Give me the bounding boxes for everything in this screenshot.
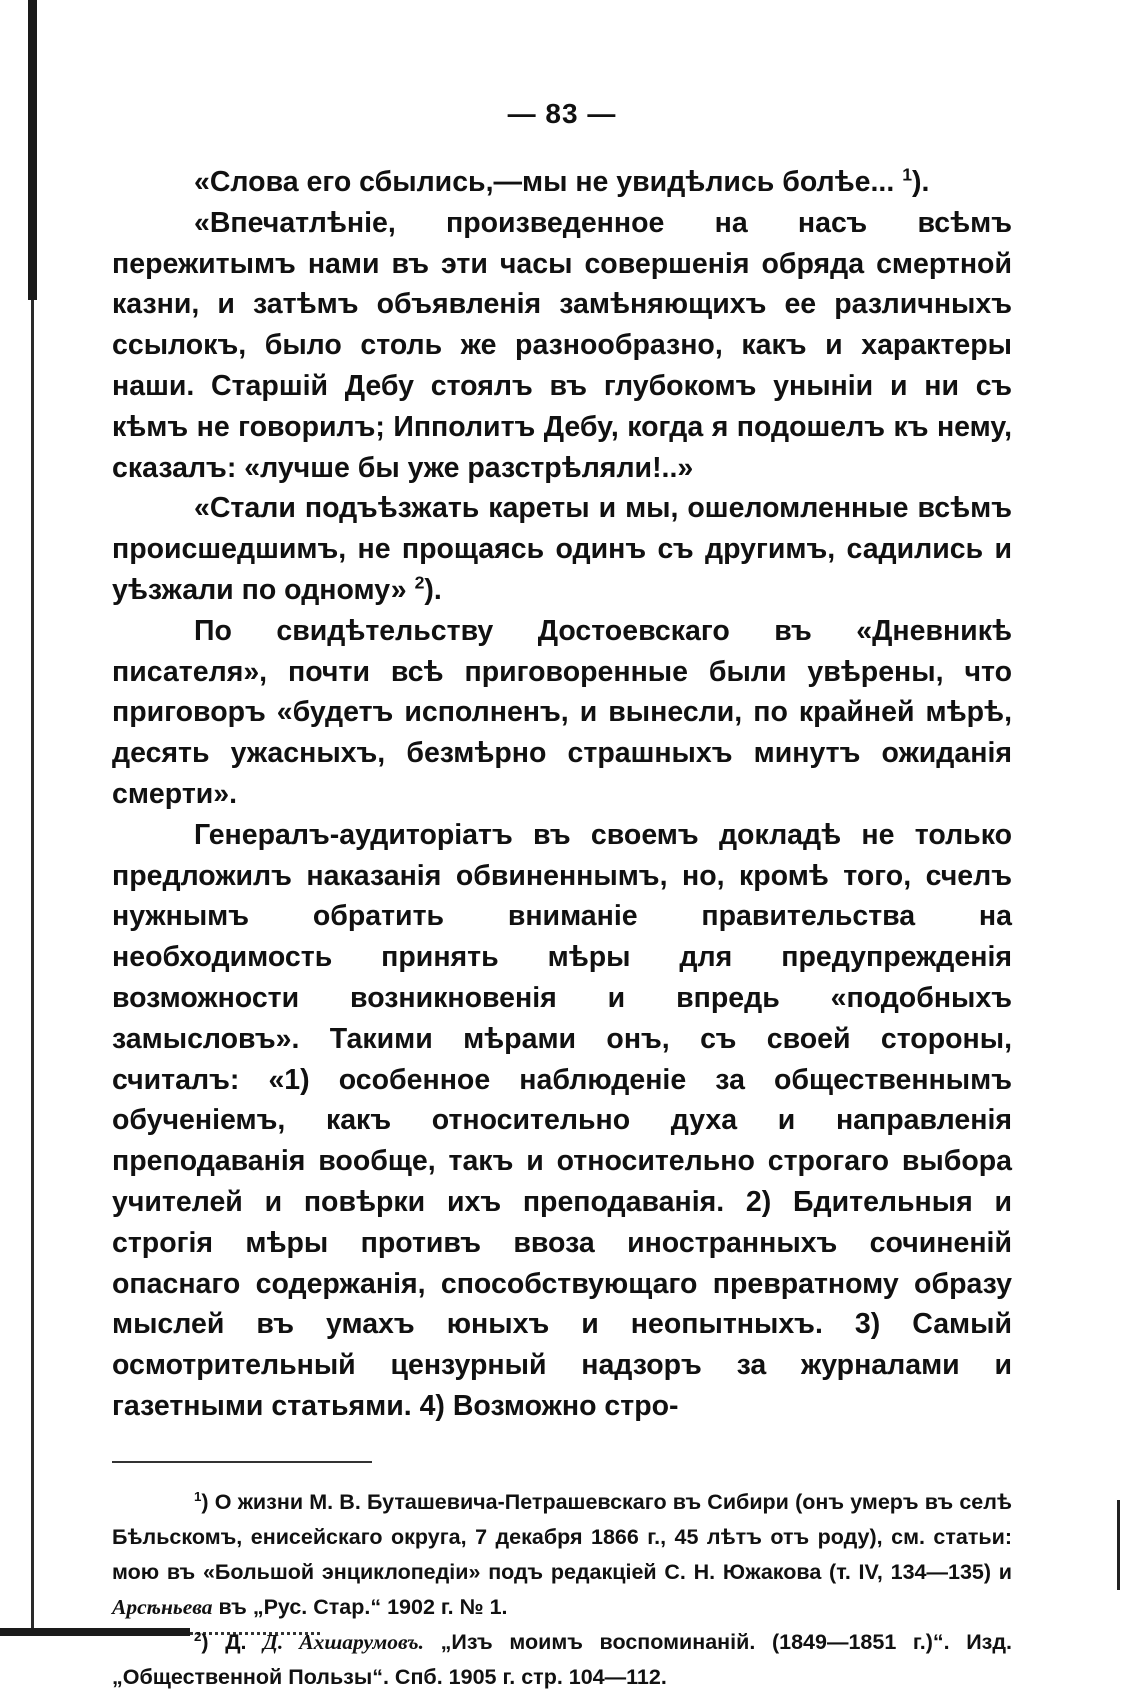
footnote-1-marker: 1	[194, 1488, 202, 1504]
footnote-1-source: въ „Рус. Стар.“ 1902 г. № 1.	[218, 1594, 508, 1619]
footnote-2	[112, 1625, 1012, 1695]
footnote-ref-2: 2	[414, 572, 425, 593]
footnote-divider	[112, 1461, 372, 1463]
paragraph-2: «Впечатлѣніе, произведенное на насъ всѣмъ пережитымъ нами въ эти часы совершенія обряда смертной казни, и затѣмъ объявленія замѣняющихъ ее различныхъ ссылокъ, было столь же разнообразно, какъ и характеры наши. Старшій Дебу стоялъ въ глубокомъ уныніи и ни съ кѣмъ не говорилъ; Ипполитъ Дебу, когда я подошелъ къ нему, сказалъ: «лучше бы уже разстрѣляли!..»	[112, 206, 1012, 484]
paragraph-4: По свидѣтельству Достоевскаго въ «Дневникѣ писателя», почти всѣ приговоренные были увѣрены, что приговоръ «будетъ исполненъ, и вынесли, по крайней мѣрѣ, десять ужасныхъ, безмѣрно страшныхъ минутъ ожиданія смерти».	[112, 614, 1012, 810]
scan-right-edge-mark	[1117, 1500, 1120, 1590]
page-number: — 83 —	[507, 98, 617, 129]
footnote-ref-1-tail: ).	[912, 166, 930, 198]
footnote-2-source: „Изъ моимъ воспоминаній. (1849—1851 г.)“. Изд. „Общественной Пользы“. Спб. 1905 г. стр. 104—112.	[112, 1629, 1012, 1689]
body-text	[112, 162, 1012, 1427]
scan-left-edge-line	[31, 300, 34, 1630]
scan-left-edge-shadow	[28, 0, 37, 300]
footnote-2-text: ) Д.	[201, 1629, 247, 1654]
paragraph-1-text: «Слова его сбылись,—мы не увидѣлись болѣе...	[194, 166, 895, 198]
footnotes	[112, 1485, 1012, 1695]
paragraph-1	[112, 162, 1012, 203]
paragraph-5: Генералъ-аудиторіатъ въ своемъ докладѣ не только предложилъ наказанія обвиненнымъ, но, кромѣ того, счелъ нужнымъ обратить вниманіе правительства на необходимость принять мѣры для предупрежденія возможности возникновенія и впредь «подобныхъ замысловъ». Такими мѣрами онъ, съ своей стороны, считалъ: «1) особенное наблюденіе за общественнымъ обученіемъ, какъ относительно духа и направленія преподаванія вообще, такъ и относительно строгаго выбора учителей и повѣрки ихъ преподаванія. 2) Бдительныя и строгія мѣры противъ ввоза иностранныхъ сочиненій опаснаго содержанія, способствующаго превратному образу мыслей въ умахъ юныхъ и неопытныхъ. 3) Самый осмотрительный цензурный надзоръ за журналами и газетными статьями. 4) Возможно стро-	[112, 818, 1012, 1422]
footnote-1-author: Арсѣньева	[112, 1594, 213, 1619]
book-page	[112, 98, 1012, 1695]
footnote-2-marker: 2	[194, 1628, 202, 1644]
footnote-1	[112, 1485, 1012, 1625]
footnote-1-text: ) О жизни М. В. Буташевича-Петрашевскаго въ Сибири (онъ умеръ въ селѣ Бѣльскомъ, енисейскаго округа, 7 декабря 1866 г., 45 лѣтъ отъ роду), см. статьи: мою въ «Большой энциклопедіи» подъ редакціей С. Н. Южакова (т. IV, 134—135) и	[112, 1489, 1012, 1584]
paragraph-3	[112, 488, 1012, 610]
footnote-2-author: Д. Ахшарумовъ.	[263, 1629, 425, 1654]
footnote-ref-1: 1	[902, 164, 913, 185]
footnote-ref-2-tail: ).	[424, 573, 442, 606]
paragraph-3-text: «Стали подъѣзжать кареты и мы, ошеломленные всѣмъ происшедшимъ, не прощаясь одинъ съ другимъ, садились и уѣзжали по одному»	[112, 492, 1012, 606]
